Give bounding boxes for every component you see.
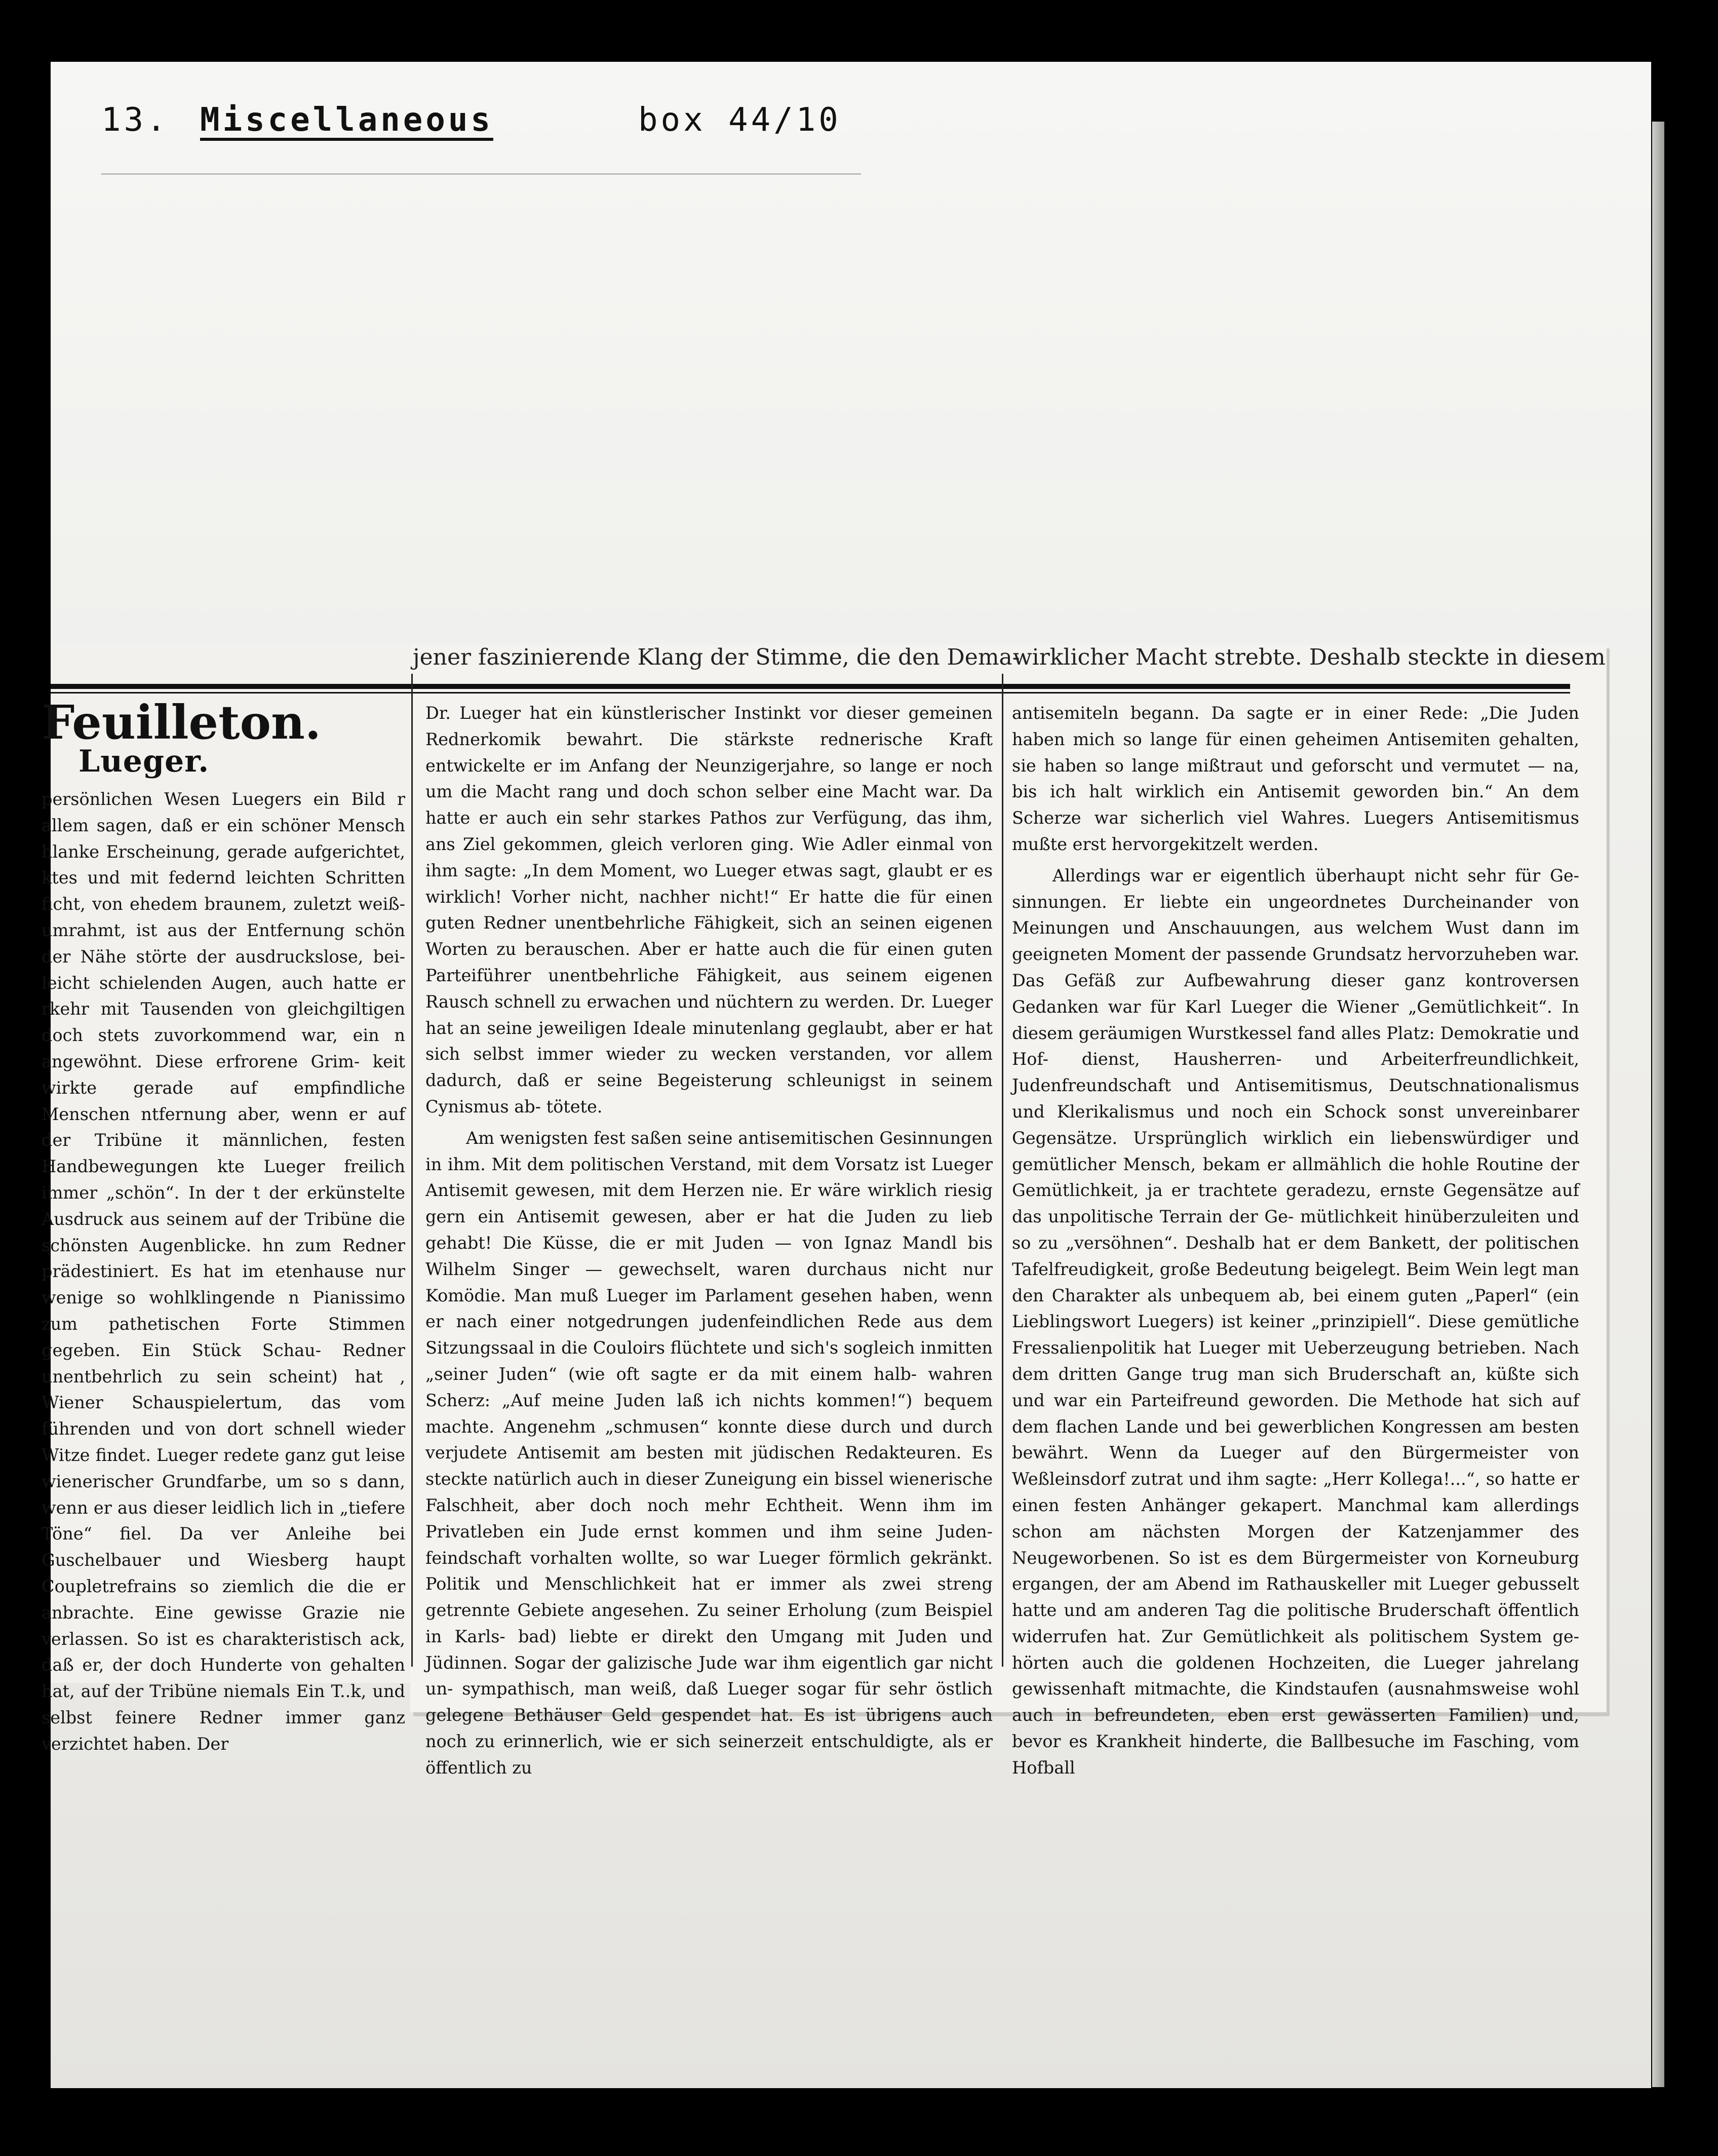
header-rule-thick <box>51 684 1570 689</box>
text-column-left <box>42 786 405 1754</box>
text-column-middle <box>425 700 993 1778</box>
paragraph: antisemiteln begann. Da sagte er in einer Rede: „Die Juden haben mich so lange für einen geheimen Antisemiten gehalten, sie haben so lange mißtraut und geforscht und vermutet — na, bis ich halt wirklich ein Antisemit geworden bin.“ An dem Scherze war sicherlich viel Wahres. Luegers Antisemitismus mußte erst hervorgekitzelt werden. <box>1012 703 1579 854</box>
article-heading: Lueger. <box>79 744 210 779</box>
archive-label-number: 13. <box>101 101 169 139</box>
column-divider <box>411 674 413 1667</box>
section-title: Feuilleton. <box>42 695 321 750</box>
header-rule-thin <box>51 692 1570 694</box>
label-rule <box>101 173 861 175</box>
cut-strip-right: wirklicher Macht strebte. Deshalb steckte in diesem <box>1013 644 1606 670</box>
column-divider <box>1002 674 1003 1667</box>
paragraph: persönlichen Wesen Luegers ein Bild r allem sagen, daß er ein schöner Mensch hlanke Erscheinung, gerade aufgerichtet, ktes und mit federnd leichten Schritten ficht, von ehedem braunem, zuletzt weiß- umrahmt, ist aus der Entfernung schön der Nähe störte der ausdruckslose, bei- leicht schielenden Augen, auch hatte er rkehr mit Tausenden von gleichgiltigen doch stets zuvorkommend war, ein n angewöhnt. Diese erfrorene Grim- keit wirkte gerade auf empfindliche Menschen ntfernung aber, wenn er auf der Tribüne it männlichen, festen Handbewegungen kte Lueger freilich immer „schön“. In der t der erkünstelte Ausdruck aus seinem auf der Tribüne die schönsten Augenblicke. hn zum Redner prädestiniert. Es hat im etenhause nur wenige so wohlklingende n Pianissimo zum pathetischen Forte Stimmen gegeben. Ein Stück Schau- Redner unentbehrlich zu sein scheint) hat , Wiener Schauspielertum, das vom führenden und von dort schnell wieder Witze findet. Lueger redete ganz gut leise wienerischer Grundfarbe, um so s dann, wenn er aus dieser leidlich lich in „tiefere Töne“ fiel. Da ver Anleihe bei Guschelbauer und Wiesberg haupt Coupletrefrains so ziemlich die die er anbrachte. Eine gewisse Grazie nie verlassen. So ist es charakteristisch ack, daß er, der doch Hunderte von gehalten hat, auf der Tribüne niemals Ein T..k, und selbst feinere Redner immer ganz verzichtet haben. Der <box>42 789 405 1754</box>
sheet-edge <box>1652 122 1664 2087</box>
archive-label-box: box 44/10 <box>638 101 841 139</box>
paragraph: Dr. Lueger hat ein künstlerischer Instinkt vor dieser gemeinen Rednerkomik bewahrt. Die stärkste rednerische Kraft entwickelte er im Anfang der Neunzigerjahre, so lange er noch um die Macht rang und doch schon selber eine Macht war. Da hatte er auch ein sehr starkes Pathos zur Verfügung, das ihm, ans Ziel gekommen, gleich verloren ging. Wie Adler einmal von ihm sagte: „In dem Moment, wo Lueger etwas sagt, glaubt er es wirklich! Vorher nicht, nachher nicht!“ Er hatte die für einen guten Redner unentbehrliche Fähigkeit, sich an seinen eigenen Worten zu berauschen. Aber er hatte auch die für einen guten Parteiführer unentbehrliche Fähigkeit, aus seinem eigenen Rausch schnell zu erwachen und nüchtern zu werden. Dr. Lueger hat an seine jeweiligen Ideale minutenlang geglaubt, aber er hat sich selbst immer wieder zu wecken verstanden, vor allem dadurch, daß er seine Begeisterung schleunigst in seinem Cynismus ab- tötete. <box>425 703 993 1116</box>
text-column-right <box>1012 700 1579 1778</box>
paragraph: Am wenigsten fest saßen seine antisemitischen Gesinnungen in ihm. Mit dem politischen Verstand, mit dem Vorsatz ist Lueger Antisemit gewesen, mit dem Herzen nie. Er wäre wirklich riesig gern ein Antisemit gewesen, aber er hat die Juden zu lieb gehabt! Die Küsse, die er mit Juden — von Ignaz Mandl bis Wilhelm Singer — gewechselt, waren durchaus nicht nur Komödie. Man muß Lueger im Parlament gesehen haben, wenn er nach einer notgedrungen judenfeindlichen Rede aus dem Sitzungssaal in die Couloirs flüchtete und sich's sogleich inmitten „seiner Juden“ (wie oft sagte er da mit einem halb- wahren Scherz: „Auf meine Juden laß ich nichts kommen!“) bequem machte. Angenehm „schmusen“ konnte diese durch und durch verjudete Antisemit am besten mit jüdischen Redakteuren. Es steckte natürlich auch in dieser Zuneigung ein bissel wienerische Falschheit, aber doch noch mehr Echtheit. Wenn ihm im Privatleben ein Jude ernst kommen und ihm seine Juden- feindschaft vorhalten wollte, so war Lueger förmlich gekränkt. Politik und Menschlichkeit hat er immer als zwei streng getrennte Gebiete angesehen. Zu seiner Erholung (zum Beispiel in Karls- bad) liebte er direkt den Umgang mit Juden und Jüdinnen. Sogar der galizische Jude war ihm eigentlich gar nicht un- sympathisch, man weiß, daß Lueger sogar für sehr östlich gelegene Bethäuser Geld gespendet hat. Es ist übrigens auch noch zu erinnerlich, wie er sich seinerzeit entschuldigte, als er öffentlich zu <box>425 1128 993 1778</box>
paragraph: Allerdings war er eigentlich überhaupt nicht sehr für Ge- sinnungen. Er liebte ein ungeordnetes Durcheinander von Meinungen und Anschauungen, aus welchem Wust dann im geeigneten Moment der passende Grundsatz hervorzuheben war. Das Gefäß zur Aufbewahrung dieser ganz kontroversen Gedanken war für Karl Lueger die Wiener „Gemütlichkeit“. In diesem geräumigen Wurstkessel fand alles Platz: Demokratie und Hof- dienst, Hausherren- und Arbeiterfreundlichkeit, Judenfreundschaft und Antisemitismus, Deutschnationalismus und Klerikalismus und noch ein Schock sonst unvereinbarer Gegensätze. Ursprünglich wirklich ein liebenswürdiger und gemütlicher Mensch, bekam er allmählich die hohle Routine der Gemütlichkeit, ja er trachtete geradezu, ernste Gegensätze auf das unpolitische Terrain der Ge- mütlichkeit hinüberzuleiten und so zu „versöhnen“. Deshalb hat er dem Bankett, der politischen Tafelfreudigkeit, große Bedeutung beigelegt. Beim Wein legt man den Charakter als unbequem ab, bei einem guten „Paperl“ (ein Lieblingswort Luegers) ist keiner „prinzipiell“. Diese gemütliche Fressalienpolitik hat Lueger mit Ueberzeugung betrieben. Nach dem dritten Gange trug man sich Bruderschaft an, küßte sich und war ein Parteifreund geworden. Die Methode hat sich auf dem flachen Lande und bei gewerblichen Kongressen am besten bewährt. Wenn da Lueger auf den Bürgermeister von Weßleinsdorf zutrat und ihm sagte: „Herr Kollega!...“, so hatte er einen festen Anhänger gekapert. Manchmal kam allerdings schon am nächsten Morgen der Katzenjammer des Neugeworbenen. So ist es dem Bürgermeister von Korneuburg ergangen, der am Abend im Rathauskeller mit Lueger gebusselt hatte und am anderen Tag die politische Bruderschaft öffentlich widerrufen hat. Zur Gemütlichkeit als politischem System ge- hörten auch die goldenen Hochzeiten, die Lueger jahrelang gewissenhaft mitmachte, die Kindstaufen (ausnahmsweise wohl auch in befreundeten, eben erst gewässerten Familien) und, bevor es Krankheit hinderte, die Ballbesuche im Fasching, vom Hofball <box>1012 865 1579 1778</box>
cut-strip-middle: jener faszinierende Klang der Stimme, die den Dema- <box>413 644 1020 670</box>
archive-label-title: Miscellaneous <box>200 101 493 139</box>
